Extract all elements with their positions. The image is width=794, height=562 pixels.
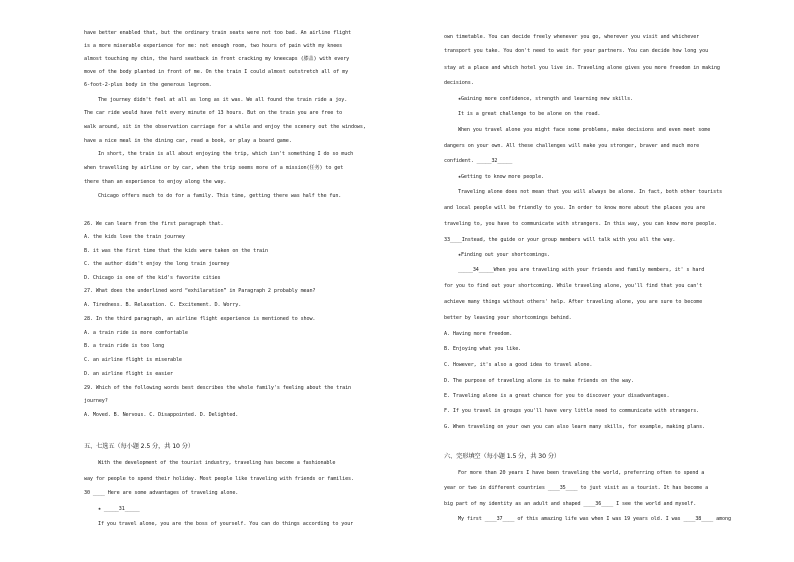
text-line: When you travel alone you might face some problems, make decisions and even meet some (458, 127, 711, 133)
text-line: A. the kids love the train journey (84, 234, 185, 240)
text-line: The journey didn't feel at all as long as it was. We all found the train ride a joy. (98, 97, 348, 103)
text-line: _____34_____When you are traveling with your friends and family members, it' s hard (458, 267, 705, 273)
text-line: have better enabled that, but the ordinary train seats were not too bad. An airline flight (84, 30, 352, 36)
text-line: F. If you travel in groups you'll have very little need to communicate with strangers. (444, 408, 700, 414)
text-line: A. Having more freedom. (444, 331, 513, 337)
text-line: own timetable. You can decide freely whenever you go, wherever you visit and whichever (444, 34, 700, 40)
text-line: D. an airline flight is easier (84, 371, 174, 377)
section-heading: 五、七选五（每小题 2.5 分，共 10 分） (84, 443, 194, 450)
text-line: For more than 20 years I have been traveling the world, preferring often to spend a (458, 470, 705, 476)
text-line: The car ride would have felt every minute of 13 hours. But on the train you are free to (84, 110, 343, 116)
text-line: 30 ____ Here are some advantages of traveling alone. (84, 490, 239, 496)
text-line: C. the author didn't enjoy the long train journey (84, 261, 230, 267)
text-line: A. Moved. B. Nervous. C. Disappointed. D. Delighted. (84, 412, 239, 418)
text-line: E. Traveling alone is a great chance for you to discover your disadvantages. (444, 393, 670, 399)
text-line: If you travel alone, you are the boss of yourself. You can do things according to your (98, 521, 354, 527)
text-line: achieve many things without others' help. After traveling alone, you are sure to become (444, 299, 703, 305)
text-line: confident. _____32_____ (444, 158, 513, 164)
text-line: almost touching my chin, the hard seatback in front cracking my kneecaps (膝盖) with every (84, 56, 350, 62)
text-line: decisions. (444, 80, 474, 86)
text-line: for you to find out your shortcoming. While traveling alone, you'll find that you can't (444, 283, 703, 289)
text-line: 6-foot-2-plus body in the generous legroom. (84, 82, 212, 88)
text-line: It is a great challenge to be alone on the road. (458, 111, 601, 117)
text-line: In short, the train is all about enjoying the trip, which isn't something I do so much (98, 151, 354, 157)
text-line: big part of my identity as an adult and shaped ____36____ I see the world and myself. (444, 501, 697, 507)
text-line: ★ _____31_____ (98, 506, 140, 512)
text-line: and local people will be friendly to you. In order to know more about the places you are (444, 205, 706, 211)
text-line: With the development of the tourist industry, traveling has become a fashionable (98, 460, 336, 466)
text-line: 27. What does the underlined word “exhilaration” in Paragraph 2 probably mean? (84, 288, 316, 294)
text-line: walk around, sit in the observation carriage for a while and enjoy the scenery out the windows, (84, 124, 366, 130)
text-line: B. a train ride is too long (84, 343, 165, 349)
text-line: when travelling by airline or by car, when the trip seems more of a mission(任务) to get (84, 165, 344, 171)
text-line: 29. Which of the following words best describes the whole family's feeling about the train (84, 385, 352, 391)
text-line: move of the body planted in front of me. On the train I could almost outstretch all of my (84, 69, 349, 75)
text-line: ★Gaining more confidence, strength and learning new skills. (458, 96, 634, 102)
text-line: transport you take. You don't need to wait for your partners. You can decide how long you (444, 48, 709, 54)
text-line: ★Getting to know more people. (458, 174, 545, 180)
text-line: Traveling alone does not mean that you will always be alone. In fact, both other tourists (458, 189, 723, 195)
text-line: C. an airline flight is miserable (84, 357, 182, 363)
text-line: is a more miserable experience for me: not enough room, two hours of pain with my knees (84, 43, 343, 49)
section-heading: 六、完形填空（每小题 1.5 分，共 30 分） (444, 453, 560, 460)
text-line: 28. In the third paragraph, an airline flight experience is mentioned to show. (84, 316, 316, 322)
text-line: Chicago offers much to do for a family. This time, getting there was half the fun. (98, 193, 342, 199)
text-line: G. When traveling on your own you can also learn many skills, for example, making plans. (444, 424, 706, 430)
text-line: A. Tiredness. B. Relaxation. C. Excitement. D. Worry. (84, 302, 242, 308)
text-line: journey? (84, 398, 108, 404)
text-line: stay at a place and which hotel you live in. Traveling alone gives you more freedom in making (444, 65, 720, 71)
text-line: way for people to spend their holiday. Most people like traveling with friends or families. (84, 476, 354, 482)
text-line: traveling to, you have to communicate with strangers. In this way, you can know more people. (444, 221, 717, 227)
text-line: ★Finding out your shortcomings. (458, 252, 550, 258)
text-line: there than an experience to enjoy along the way. (84, 179, 227, 185)
text-line: 33____Instead, the guide or your group members will talk with you all the way. (444, 237, 676, 243)
text-line: better by leaving your shortcomings behind. (444, 315, 572, 321)
text-line: year or two in different countries ____35____ to just visit as a tourist. It has become a (444, 485, 709, 491)
text-line: A. a train ride is more comfortable (84, 330, 188, 336)
text-line: D. Chicago is one of the kid's favorite cities (84, 275, 221, 281)
text-line: B. it was the first time that the kids were taken on the train (84, 248, 268, 254)
text-line: dangers on your own. All these challenges will make you stronger, braver and much more (444, 143, 700, 149)
text-line: have a nice meal in the dining car, read a book, or play a board game. (84, 138, 292, 144)
text-line: D. The purpose of traveling alone is to make friends on the way. (444, 378, 634, 384)
text-line: My first ____37____ of this amazing life was when I was 19 years old. I was ____38____ among (458, 516, 731, 522)
text-line: 26. We can learn from the first paragraph that. (84, 221, 224, 227)
text-line: B. Enjoying what you like. (444, 346, 522, 352)
text-line: C. However, it's also a good idea to travel alone. (444, 362, 593, 368)
